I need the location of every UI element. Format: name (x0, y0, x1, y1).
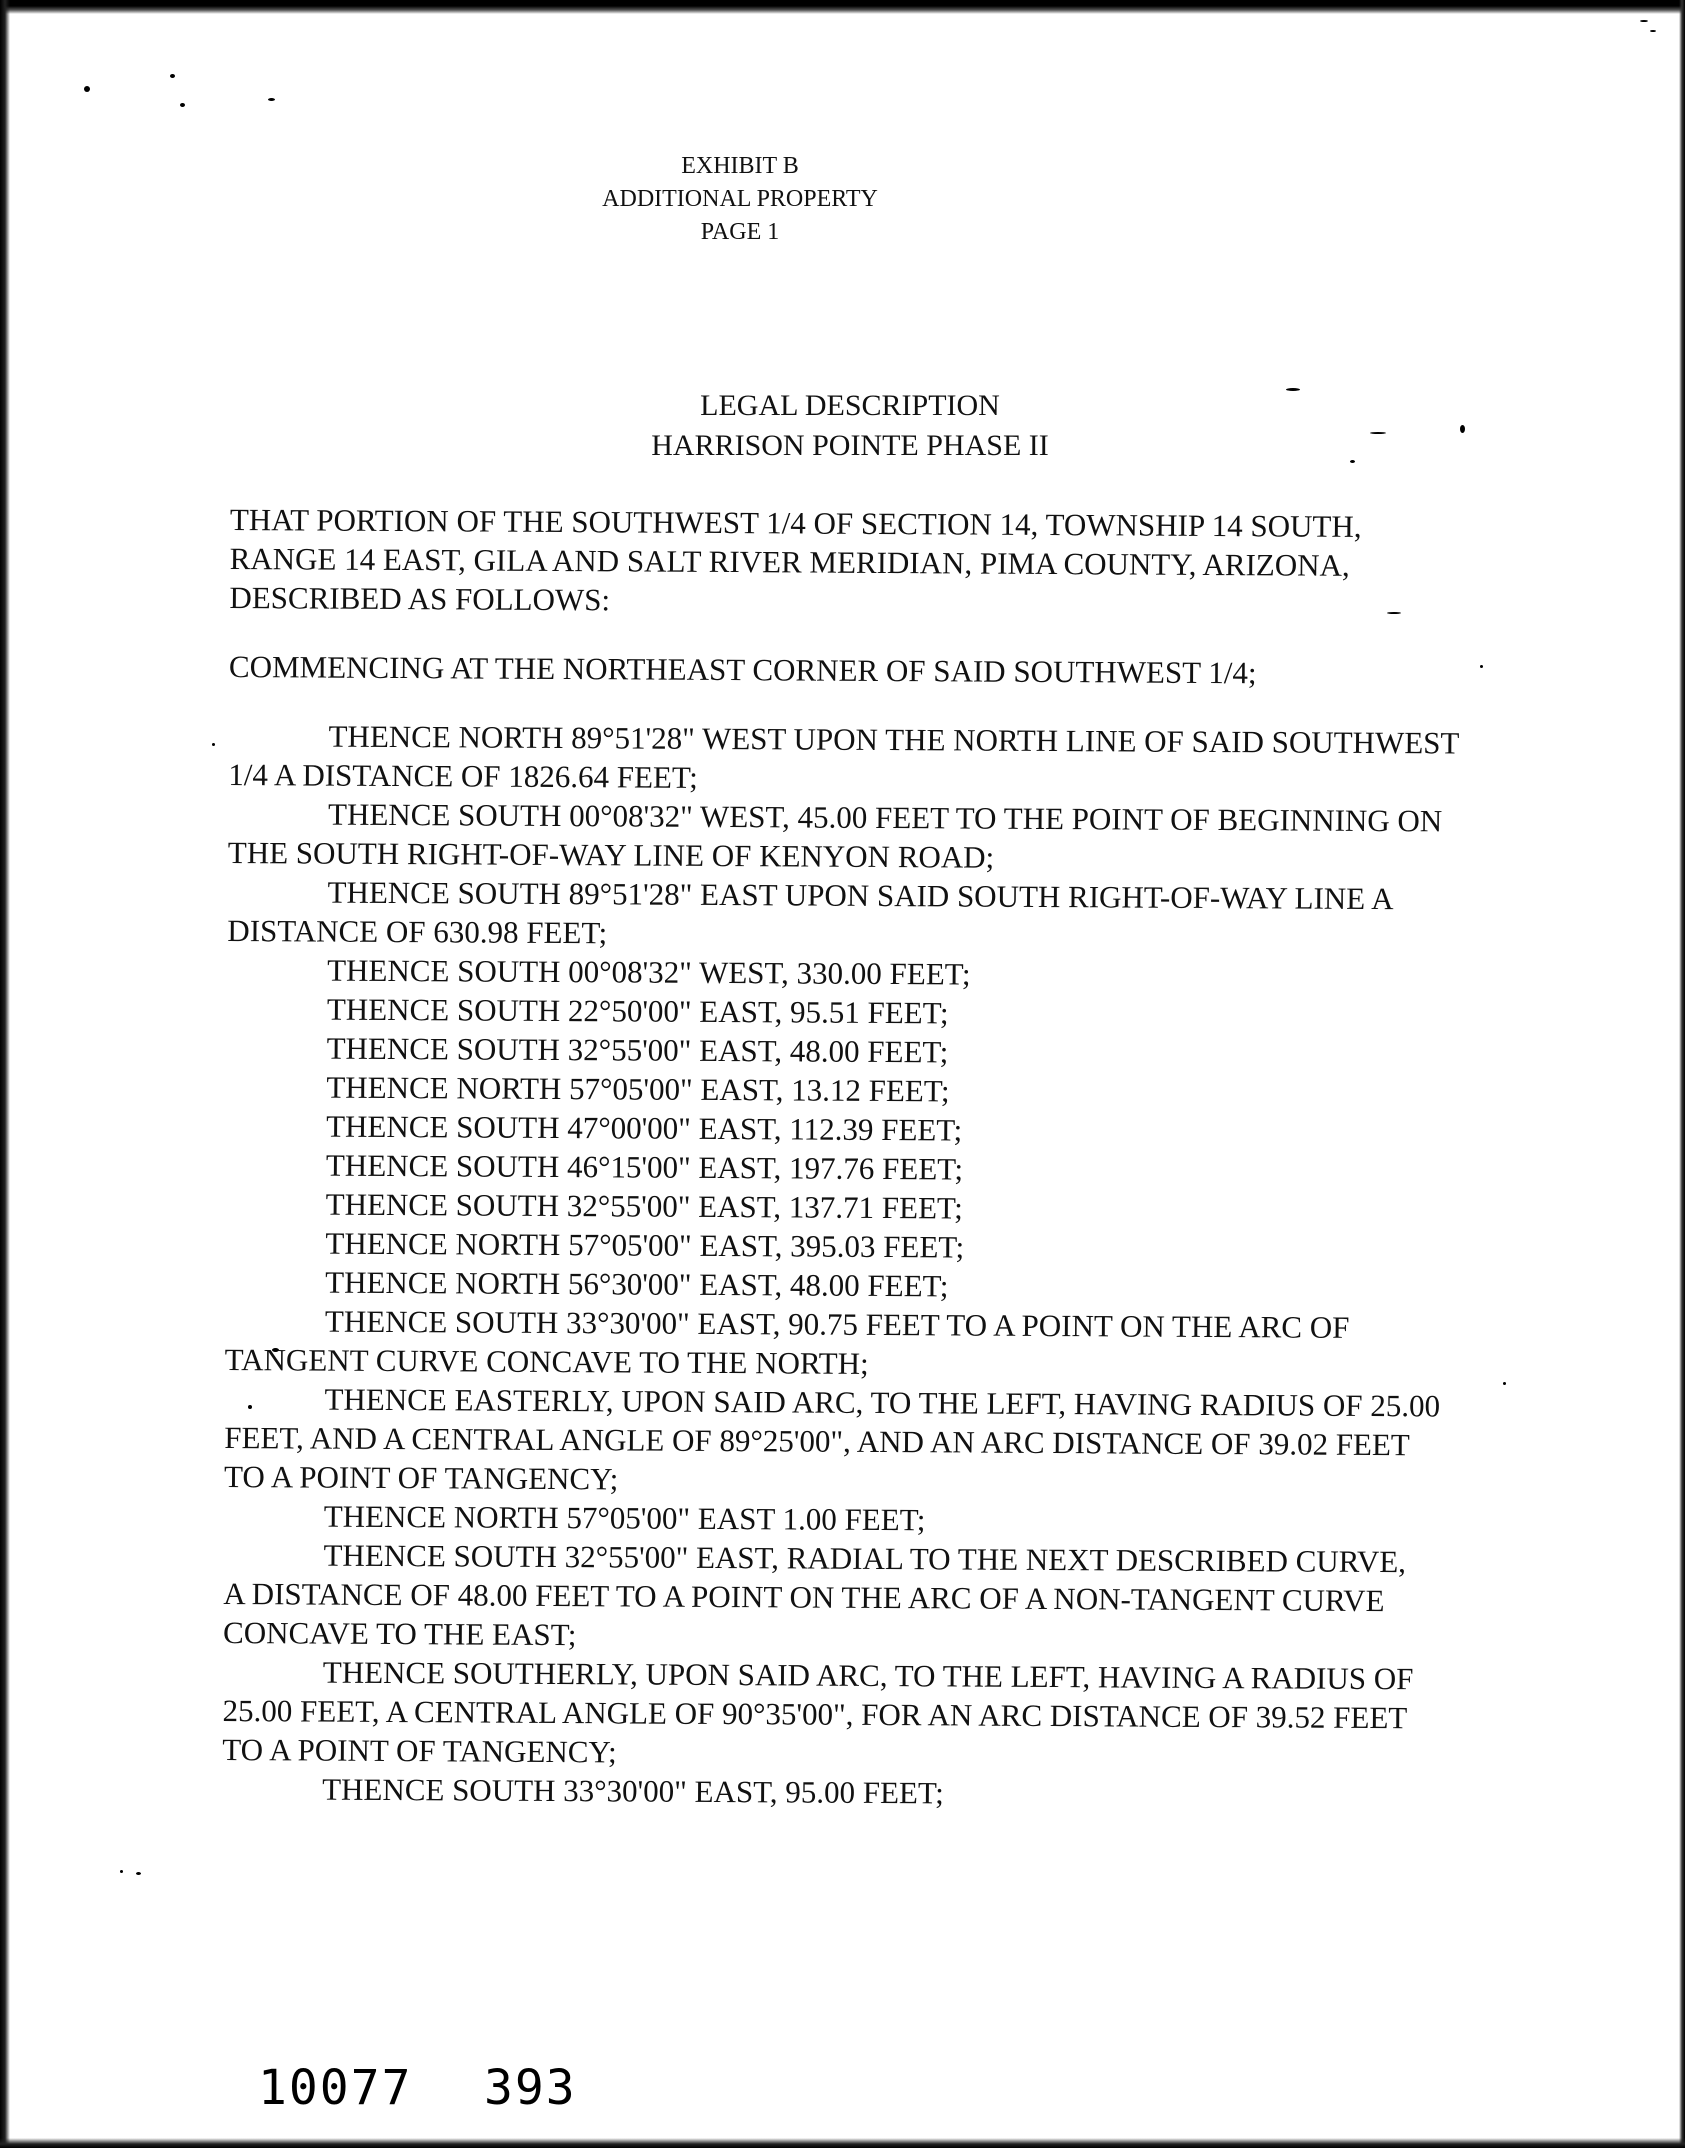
scan-speck (136, 1872, 141, 1875)
exhibit-header (540, 150, 940, 249)
course-list (222, 716, 1519, 1816)
title-line-1: LEGAL DESCRIPTION (700, 389, 1000, 422)
scan-speck (120, 1870, 123, 1873)
exhibit-page: PAGE 1 (700, 219, 780, 245)
course-continuation-line: TANGENT CURVE CONCAVE TO THE NORTH; (224, 1341, 869, 1381)
scan-edge-right (1679, 0, 1685, 2148)
course-paragraph (227, 872, 1517, 958)
recording-page-number: 393 (484, 2060, 577, 2116)
course-paragraph (225, 1301, 1515, 1387)
course-first-line: THENCE SOUTH 47°00'00" EAST, 112.39 FEET; (326, 1108, 963, 1148)
course-first-line: THENCE EASTERLY, UPON SAID ARC, TO THE LEFT, HAVING RADIUS OF 25.00 (324, 1381, 1441, 1424)
course-continuation-line: DISTANCE OF 630.98 FEET; (227, 912, 608, 951)
course-paragraph (223, 1535, 1514, 1660)
scan-speck (1460, 425, 1465, 433)
scan-speck (1350, 460, 1355, 463)
course-first-line: THENCE SOUTH 22°50'00" EAST, 95.51 FEET; (326, 991, 949, 1031)
course-first-line: THENCE NORTH 56°30'00" EAST, 48.00 FEET; (325, 1264, 949, 1304)
course-first-line: THENCE SOUTH 33°30'00" EAST, 90.75 FEET TO A POINT ON THE ARC OF (324, 1303, 1350, 1345)
intro-paragraph (229, 500, 1520, 625)
course-paragraph (228, 716, 1518, 802)
legal-description-body (222, 500, 1520, 1816)
scan-speck (268, 98, 275, 101)
scan-edge-top (0, 0, 1685, 14)
course-paragraph (222, 1769, 1512, 1816)
scan-speck (1370, 432, 1386, 434)
course-first-line: THENCE SOUTH 89°51'28" EAST UPON SAID SOUTH RIGHT-OF-WAY LINE A (327, 874, 1394, 917)
course-first-line: THENCE SOUTH 32°55'00" EAST, RADIAL TO THE NEXT DESCRIBED CURVE, (323, 1537, 1407, 1580)
course-continuation-line: CONCAVE TO THE EAST; (222, 1614, 577, 1653)
course-first-line: THENCE SOUTH 00°08'32" WEST, 330.00 FEET; (327, 952, 971, 992)
course-first-line: THENCE NORTH 57°05'00" EAST, 395.03 FEET; (325, 1225, 965, 1265)
recording-book-number: 10077 (258, 2060, 413, 2116)
course-first-line: THENCE SOUTH 32°55'00" EAST, 48.00 FEET; (326, 1030, 949, 1070)
commencing-paragraph: COMMENCING AT THE NORTHEAST CORNER OF SAID SOUTHWEST 1/4; (228, 648, 1257, 691)
intro-line: DESCRIBED AS FOLLOWS: (229, 579, 611, 618)
scan-speck (1640, 20, 1648, 22)
intro-line: RANGE 14 EAST, GILA AND SALT RIVER MERIDIAN, PIMA COUNTY, ARIZONA, (229, 540, 1350, 583)
course-paragraph (228, 794, 1518, 880)
course-continuation-line: 1/4 A DISTANCE OF 1826.64 FEET; (228, 756, 698, 795)
course-continuation-line: FEET, AND A CENTRAL ANGLE OF 89°25'00", AND AN ARC DISTANCE OF 39.02 FEET (224, 1419, 1410, 1463)
intro-line: THAT PORTION OF THE SOUTHWEST 1/4 OF SECTION 14, TOWNSHIP 14 SOUTH, (229, 501, 1362, 544)
course-first-line: THENCE SOUTH 32°55'00" EAST, 137.71 FEET; (325, 1186, 963, 1226)
scan-speck (170, 74, 175, 78)
course-first-line: THENCE SOUTH 00°08'32" WEST, 45.00 FEET TO THE POINT OF BEGINNING ON (327, 796, 1443, 839)
course-continuation-line: THE SOUTH RIGHT-OF-WAY LINE OF KENYON ROAD; (227, 834, 995, 875)
course-paragraph (222, 1652, 1513, 1777)
course-paragraph (224, 1379, 1515, 1504)
course-continuation-line: A DISTANCE OF 48.00 FEET TO A POINT ON THE ARC OF A NON-TANGENT CURVE (223, 1575, 1385, 1619)
course-first-line: THENCE SOUTH 46°15'00" EAST, 197.76 FEET; (325, 1147, 964, 1187)
course-first-line: THENCE SOUTH 33°30'00" EAST, 95.00 FEET; (322, 1771, 944, 1811)
exhibit-label: EXHIBIT B (681, 153, 799, 179)
scan-speck (1286, 388, 1300, 391)
scan-speck (180, 103, 185, 107)
scan-edge-left (0, 0, 10, 2148)
scan-edge-bottom (0, 2138, 1685, 2148)
course-continuation-line: 25.00 FEET, A CENTRAL ANGLE OF 90°35'00", FOR AN ARC DISTANCE OF 39.52 FEET (222, 1692, 1408, 1736)
course-continuation-line: TO A POINT OF TANGENCY; (222, 1731, 617, 1770)
course-first-line: THENCE NORTH 57°05'00" EAST, 13.12 FEET; (326, 1069, 950, 1109)
scan-speck (1650, 30, 1656, 32)
course-first-line: THENCE SOUTHERLY, UPON SAID ARC, TO THE LEFT, HAVING A RADIUS OF (322, 1654, 1414, 1697)
scan-speck (84, 86, 90, 92)
exhibit-subtitle: ADDITIONAL PROPERTY (602, 186, 878, 212)
course-continuation-line: TO A POINT OF TANGENCY; (223, 1458, 619, 1497)
document-title (540, 386, 1160, 466)
course-first-line: THENCE NORTH 89°51'28" WEST UPON THE NORTH LINE OF SAID SOUTHWEST (328, 718, 1460, 761)
course-first-line: THENCE NORTH 57°05'00" EAST 1.00 FEET; (323, 1498, 926, 1538)
title-line-2: HARRISON POINTE PHASE II (651, 429, 1049, 462)
scan-speck (212, 743, 215, 746)
